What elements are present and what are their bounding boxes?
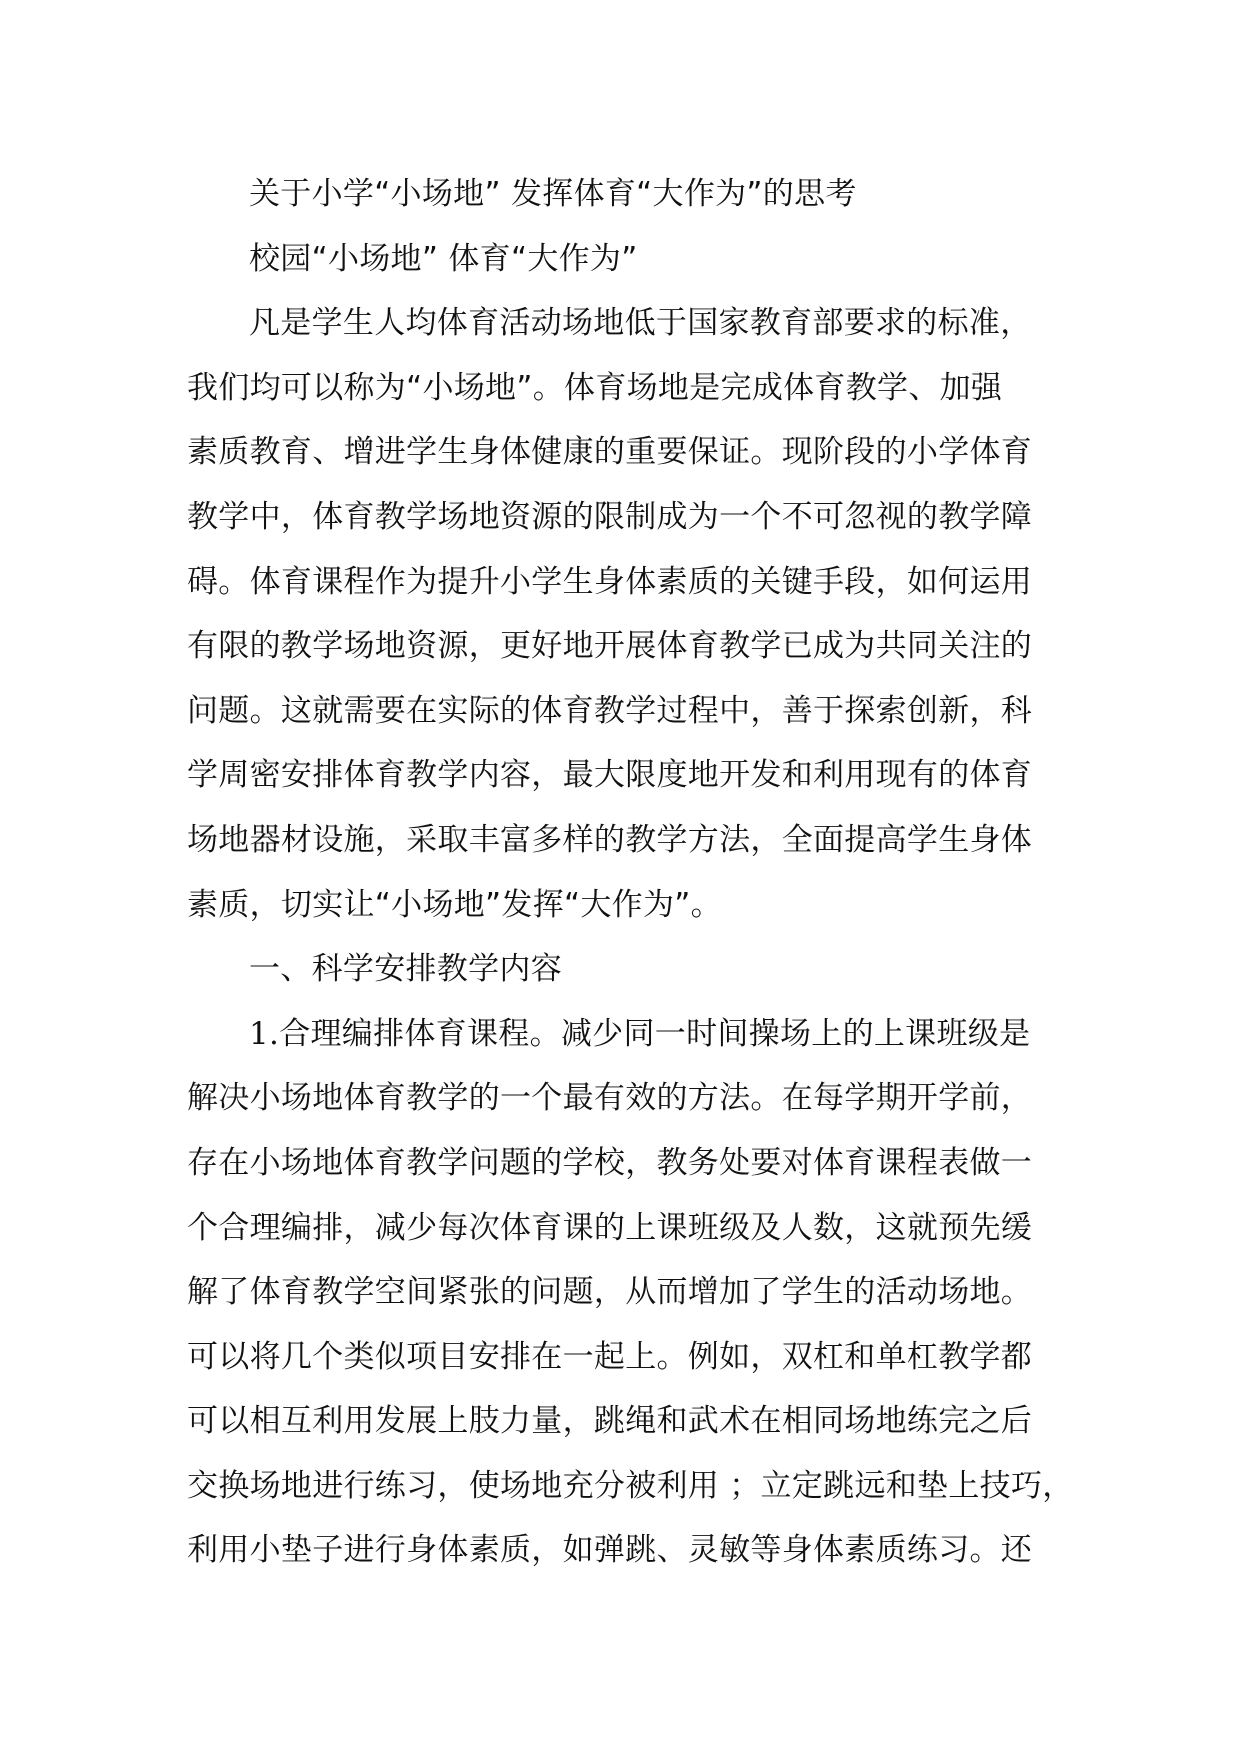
document-title: 关于小学“小场地” 发挥体育“大作为”的思考 <box>249 176 857 212</box>
paragraph-line: 素质，切实让“小场地”发挥“大作为”。 <box>187 886 722 923</box>
paragraph-line: 解决小场地体育教学的一个最有效的方法。在每学期开学前， <box>187 1080 1033 1117</box>
paragraph-line: 碍。体育课程作为提升小学生身体素质的关键手段，如何运用 <box>187 563 1033 600</box>
numbered-paragraph-line <box>187 1002 1087 1067</box>
paragraph-line: 问题。这就需要在实际的体育教学过程中，善于探索创新，科 <box>187 692 1033 729</box>
paragraph-line: 可以相互利用发展上肢力量，跳绳和武术在相同场地练完之后 <box>187 1403 1033 1440</box>
paragraph-line: 交换场地进行练习，使场地充分被利用 ；立定跳远和垫上技巧， <box>187 1467 1074 1504</box>
paragraph-text: 合理编排体育课程。减少同一时间操场上的上课班级是 <box>279 1015 1031 1052</box>
paragraph-line: 学周密安排体育教学内容，最大限度地开发和利用现有的体育 <box>187 757 1033 794</box>
paragraph-line: 场地器材设施，采取丰富多样的教学方法，全面提高学生身体 <box>187 821 1033 858</box>
paragraph-line: 解了体育教学空间紧张的问题，从而增加了学生的活动场地。 <box>187 1274 1033 1311</box>
paragraph-line: 素质教育、增进学生身体健康的重要保证。现阶段的小学体育 <box>187 434 1033 471</box>
paragraph-line: 个合理编排，减少每次体育课的上课班级及人数，这就预先缓 <box>187 1209 1033 1246</box>
paragraph-line: 我们均可以称为“小场地”。体育场地是完成体育教学、加强 <box>187 369 1003 406</box>
document-body <box>187 162 1087 1583</box>
paragraph-line: 利用小垫子进行身体素质，如弹跳、灵敏等身体素质练习。还 <box>187 1532 1033 1569</box>
paragraph-line: 教学中，体育教学场地资源的限制成为一个不可忽视的教学障 <box>187 498 1033 535</box>
document-subtitle: 校园“小场地” 体育“大作为” <box>249 240 638 277</box>
paragraph-line: 有限的教学场地资源，更好地开展体育教学已成为共同关注的 <box>187 628 1033 665</box>
section-heading: 一、科学安排教学内容 <box>249 951 562 988</box>
item-number: 1. <box>249 1015 280 1052</box>
paragraph-line: 凡是学生人均体育活动场地低于国家教育部要求的标准， <box>249 305 1032 342</box>
paragraph-line: 存在小场地体育教学问题的学校，教务处要对体育课程表做一 <box>187 1144 1033 1181</box>
paragraph-line: 可以将几个类似项目安排在一起上。例如，双杠和单杠教学都 <box>187 1338 1033 1375</box>
